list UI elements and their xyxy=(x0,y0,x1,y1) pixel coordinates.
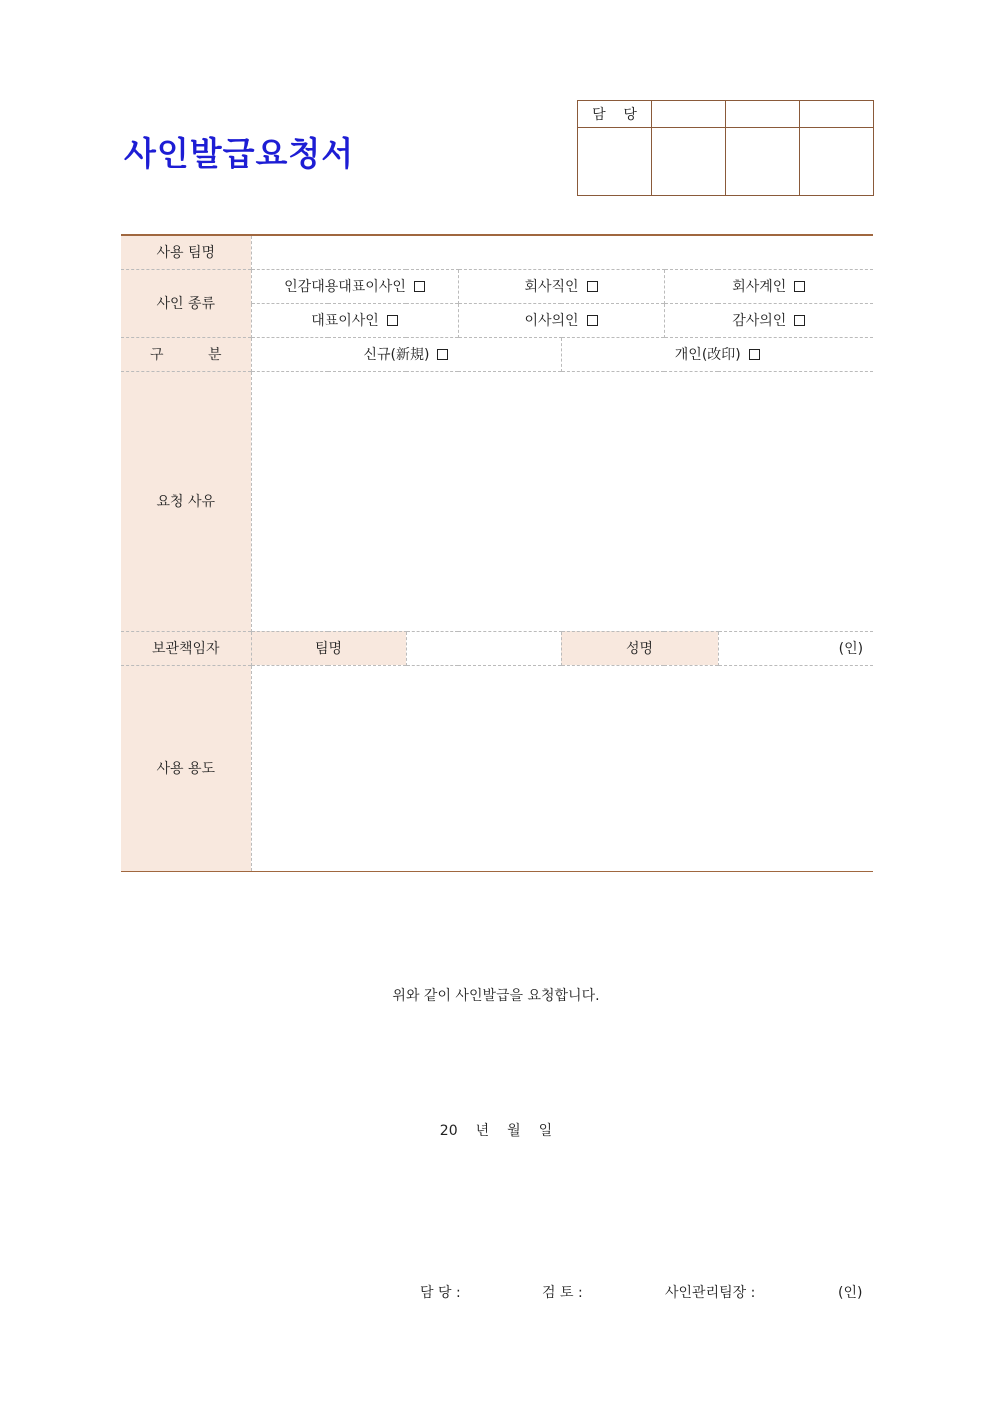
checkbox-icon[interactable] xyxy=(749,349,760,360)
seal-type-option[interactable] xyxy=(251,303,458,337)
approval-head-label: 담 당 xyxy=(578,101,652,128)
signature-staff: 담 당 : xyxy=(420,1285,461,1301)
date-line xyxy=(0,1120,992,1140)
seal-type-option[interactable] xyxy=(458,303,664,337)
request-statement: 위와 같이 사인발급을 요청합니다. xyxy=(392,988,600,1004)
checkbox-icon[interactable] xyxy=(794,315,805,326)
approval-sign-cell[interactable] xyxy=(652,128,726,196)
approval-box xyxy=(577,100,874,196)
approval-sign-cell[interactable] xyxy=(578,128,652,196)
checkbox-icon[interactable] xyxy=(414,281,425,292)
approval-sign-cell[interactable] xyxy=(800,128,874,196)
custodian-name-label: 성명 xyxy=(561,631,718,665)
date-year-prefix: 20 xyxy=(439,1123,458,1139)
seal-type-text: 이사의인 xyxy=(524,313,579,329)
seal-mark: (인) xyxy=(838,641,864,657)
signature-manager: 사인관리팀장 : xyxy=(665,1285,756,1301)
custodian-team-label: 팀명 xyxy=(251,631,406,665)
reason-field[interactable] xyxy=(251,371,873,631)
category-text: 개인(改印) xyxy=(674,347,741,363)
seal-type-label: 사인 종류 xyxy=(121,269,251,337)
seal-type-text: 회사직인 xyxy=(524,279,579,295)
checkbox-icon[interactable] xyxy=(587,281,598,292)
date-day-label: 일 xyxy=(538,1123,553,1139)
custodian-label: 보관책임자 xyxy=(121,631,251,665)
seal-type-text: 감사의인 xyxy=(732,313,787,329)
seal-type-option[interactable] xyxy=(458,269,664,303)
category-label: 구 분 xyxy=(121,337,251,371)
seal-type-text: 인감대용대표이사인 xyxy=(284,279,406,295)
approval-head-cell xyxy=(726,101,800,128)
custodian-name-field[interactable] xyxy=(718,631,873,665)
approval-head-cell xyxy=(800,101,874,128)
reason-label: 요청 사유 xyxy=(121,371,251,631)
signature-review: 검 토 : xyxy=(542,1285,583,1301)
approval-head-cell xyxy=(652,101,726,128)
request-form-table xyxy=(121,234,873,872)
approval-sign-cell[interactable] xyxy=(726,128,800,196)
team-name-label: 사용 팀명 xyxy=(121,235,251,269)
checkbox-icon[interactable] xyxy=(437,349,448,360)
checkbox-icon[interactable] xyxy=(587,315,598,326)
date-year-label: 년 xyxy=(475,1123,490,1139)
category-option-new[interactable] xyxy=(251,337,561,371)
date-month-label: 월 xyxy=(507,1123,521,1139)
seal-type-option[interactable] xyxy=(251,269,458,303)
category-option-change[interactable] xyxy=(561,337,873,371)
signature-seal: (인) xyxy=(838,1285,863,1301)
checkbox-icon[interactable] xyxy=(794,281,805,292)
usage-label: 사용 용도 xyxy=(121,665,251,871)
seal-type-option[interactable] xyxy=(664,269,873,303)
seal-type-text: 회사계인 xyxy=(732,279,787,295)
document-title: 사인발급요청서 xyxy=(124,134,355,173)
custodian-team-field[interactable] xyxy=(406,631,561,665)
seal-type-option[interactable] xyxy=(664,303,873,337)
seal-type-text: 대표이사인 xyxy=(311,313,379,329)
usage-field[interactable] xyxy=(251,665,873,871)
category-text: 신규(新規) xyxy=(363,347,430,363)
team-name-field[interactable] xyxy=(251,235,873,269)
checkbox-icon[interactable] xyxy=(387,315,398,326)
